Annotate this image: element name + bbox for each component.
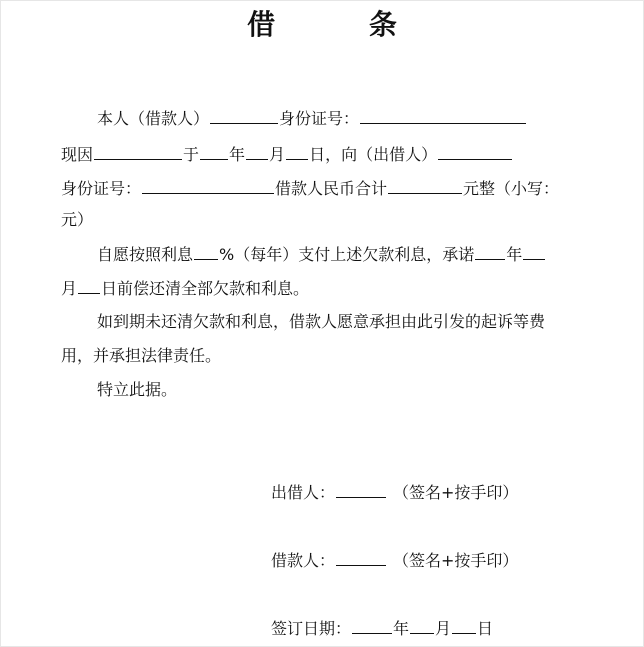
liability-line-cont	[61, 345, 221, 367]
lender-label: 出借人：	[271, 483, 336, 502]
loan-month-blank[interactable]	[246, 143, 268, 160]
loan-day-blank[interactable]	[286, 143, 308, 160]
reason-blank[interactable]	[94, 143, 182, 160]
reason-label: 现因	[61, 145, 94, 164]
amount-blank[interactable]	[388, 177, 462, 194]
lender-label-inline: 日，向（出借人）	[309, 145, 438, 164]
interest-rate-blank[interactable]	[194, 243, 218, 260]
sign-date-label: 签订日期：	[271, 619, 352, 638]
repay-day-blank[interactable]	[78, 277, 100, 294]
repay-terms: 日前偿还清全部欠款和利息。	[101, 279, 310, 298]
repay-month-blank[interactable]	[523, 243, 545, 260]
interest-line-cont	[61, 277, 309, 300]
borrower-label: 本人（借款人）	[97, 109, 210, 128]
loan-year-blank[interactable]	[200, 143, 228, 160]
closing-text: 特立此据。	[97, 380, 178, 399]
sign-day-label: 日	[477, 619, 494, 638]
sign-date	[271, 617, 493, 640]
lender-id-label: 身份证号：	[61, 179, 142, 198]
borrower-sign-label: 借款人：	[271, 551, 336, 570]
liability-line	[97, 311, 545, 333]
interest-label: 自愿按照利息	[97, 245, 194, 264]
interest-terms: %（每年）支付上述欠款利息，承诺	[219, 245, 475, 264]
month-label: 月	[269, 145, 286, 164]
sign-day-blank[interactable]	[452, 617, 476, 634]
reason-line	[61, 143, 513, 166]
year-label: 年	[229, 145, 246, 164]
sign-month-label: 月	[435, 619, 452, 638]
interest-line	[97, 243, 546, 266]
lender-name-blank[interactable]	[438, 143, 512, 160]
borrower-id-blank[interactable]	[360, 107, 526, 124]
amount-label: 借款人民币合计	[275, 179, 388, 198]
sign-year-blank[interactable]	[352, 617, 392, 634]
amount-line	[61, 177, 559, 200]
amount-line-cont	[61, 209, 93, 231]
borrower-signature	[271, 549, 518, 572]
lender-id-blank[interactable]	[142, 177, 274, 194]
borrower-id-label: 身份证号：	[279, 109, 360, 128]
at-label: 于	[183, 145, 200, 164]
repay-year-label: 年	[506, 245, 523, 264]
borrower-signature-blank[interactable]	[336, 549, 386, 566]
lender-signature-blank[interactable]	[336, 481, 386, 498]
amount-small-unit: 元）	[61, 210, 94, 229]
liability-text: 如到期未还清欠款和利息，借款人愿意承担由此引发的起诉等费	[97, 312, 546, 331]
lender-signature	[271, 481, 518, 504]
sign-month-blank[interactable]	[410, 617, 434, 634]
document-title: 借 条	[247, 8, 439, 41]
sign-year-label: 年	[393, 619, 410, 638]
closing-line	[97, 379, 177, 401]
lender-note: （签名+按手印）	[393, 483, 519, 502]
repay-year-blank[interactable]	[475, 243, 505, 260]
repay-month-label: 月	[61, 279, 78, 298]
borrower-line	[97, 107, 527, 130]
amount-unit-label: 元整（小写：	[463, 179, 560, 198]
liability-text-cont: 用，并承担法律责任。	[61, 346, 222, 365]
borrower-note: （签名+按手印）	[393, 551, 519, 570]
borrower-name-blank[interactable]	[210, 107, 278, 124]
